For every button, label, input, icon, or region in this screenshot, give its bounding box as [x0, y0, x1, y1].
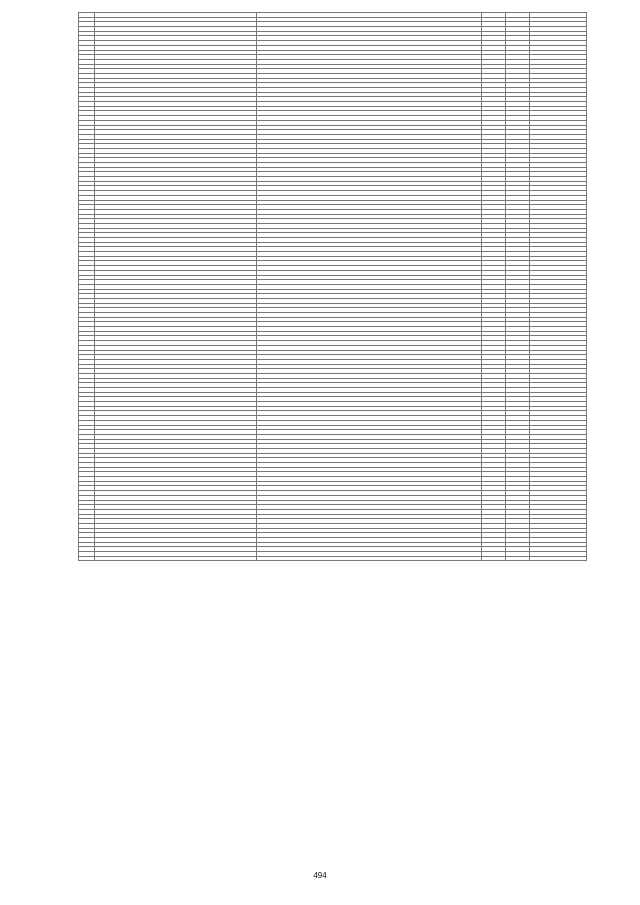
planned-period-cell [530, 556, 587, 561]
row-number-cell [79, 556, 95, 561]
repair-schedule-table [78, 12, 587, 561]
work-description-cell [257, 556, 482, 561]
last-repair-year-cell [506, 556, 530, 561]
repair-schedule-rows [79, 13, 587, 561]
housing-repair-schedule [78, 12, 586, 561]
table-row [79, 556, 587, 561]
construction-year-cell [482, 556, 506, 561]
page-number: 494 [313, 871, 327, 880]
address-cell [95, 556, 257, 561]
